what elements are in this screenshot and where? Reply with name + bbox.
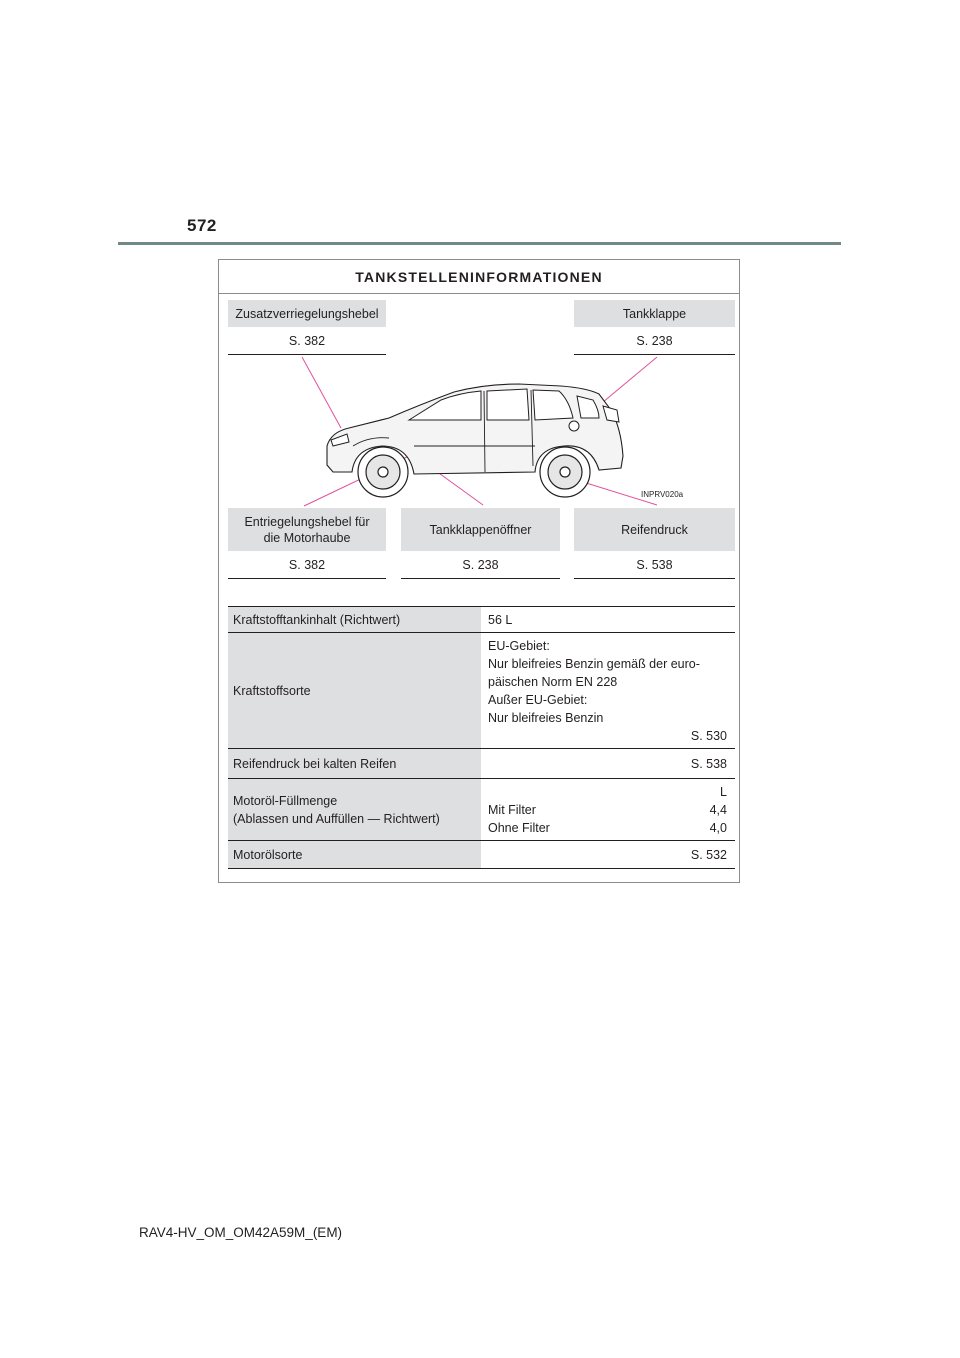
oil-unit: L xyxy=(720,784,727,799)
oil-with-filter-value: 4,4 xyxy=(709,802,727,817)
header-rule xyxy=(118,242,841,245)
oil-without-filter-label: Ohne Filter xyxy=(488,820,550,835)
oil-with-filter-label: Mit Filter xyxy=(488,802,536,817)
fuel-key: Kraftstoffsorte xyxy=(228,633,481,749)
callout-oeffner-ref: S. 238 xyxy=(401,554,560,579)
tire-ref: S. 538 xyxy=(481,749,735,779)
callout-tankklappe-ref: S. 238 xyxy=(574,330,735,355)
panel-title: TANKSTELLENINFORMATIONEN xyxy=(219,260,739,294)
table-row-oil-type xyxy=(228,841,735,869)
fuel-line5: Nur bleifreies Benzin xyxy=(488,710,604,725)
fuel-info-panel xyxy=(218,259,740,883)
fuel-line2: Nur bleifreies Benzin gemäß der euro- xyxy=(488,656,700,671)
callout-oeffner-label: Tankklappenöffner xyxy=(401,508,560,551)
table-row-fuel xyxy=(228,633,735,749)
fuel-info-table xyxy=(228,606,735,869)
page-number: 572 xyxy=(187,216,217,235)
fuel-ref: S. 530 xyxy=(690,728,727,743)
fuel-line4: Außer EU-Gebiet: xyxy=(488,692,588,707)
tire-key: Reifendruck bei kalten Reifen xyxy=(228,749,481,779)
callout-motorhaube-line2: die Motorhaube xyxy=(263,530,351,545)
oil-without-filter xyxy=(488,819,727,837)
table-row-oil xyxy=(228,779,735,841)
callout-motorhaube-line1: Entriegelungshebel für xyxy=(244,514,370,529)
tank-value: 56 L xyxy=(481,607,735,633)
table-row-tank xyxy=(228,607,735,633)
callout-zusatz-label: Zusatzverriegelungshebel xyxy=(228,300,386,327)
tank-key: Kraftstofftankinhalt (Richtwert) xyxy=(228,607,481,633)
table-row-tire xyxy=(228,749,735,779)
callout-motorhaube-label xyxy=(228,508,386,551)
fuel-line1: EU-Gebiet: xyxy=(488,638,550,653)
oil-key xyxy=(228,779,481,841)
callout-tankklappe-label: Tankklappe xyxy=(574,300,735,327)
fuel-value xyxy=(481,633,735,749)
oil-key-line2: (Ablassen und Auffüllen — Richtwert) xyxy=(233,811,440,826)
callout-reifen-ref: S. 538 xyxy=(574,554,735,579)
oil-without-filter-value: 4,0 xyxy=(709,820,727,835)
oil-type-key: Motorölsorte xyxy=(228,841,481,869)
oil-with-filter xyxy=(488,801,727,819)
callout-reifen-label: Reifendruck xyxy=(574,508,735,551)
oil-value xyxy=(481,779,735,841)
fuel-line3: päischen Norm EN 228 xyxy=(488,674,618,689)
callout-zusatz-ref: S. 382 xyxy=(228,330,386,355)
oil-type-ref: S. 532 xyxy=(481,841,735,869)
image-code: INPRV020a xyxy=(641,490,684,499)
footer-document-code: RAV4-HV_OM_OM42A59M_(EM) xyxy=(139,1225,343,1240)
callout-motorhaube-ref: S. 382 xyxy=(228,554,386,579)
oil-key-line1: Motoröl-Füllmenge xyxy=(233,793,338,808)
